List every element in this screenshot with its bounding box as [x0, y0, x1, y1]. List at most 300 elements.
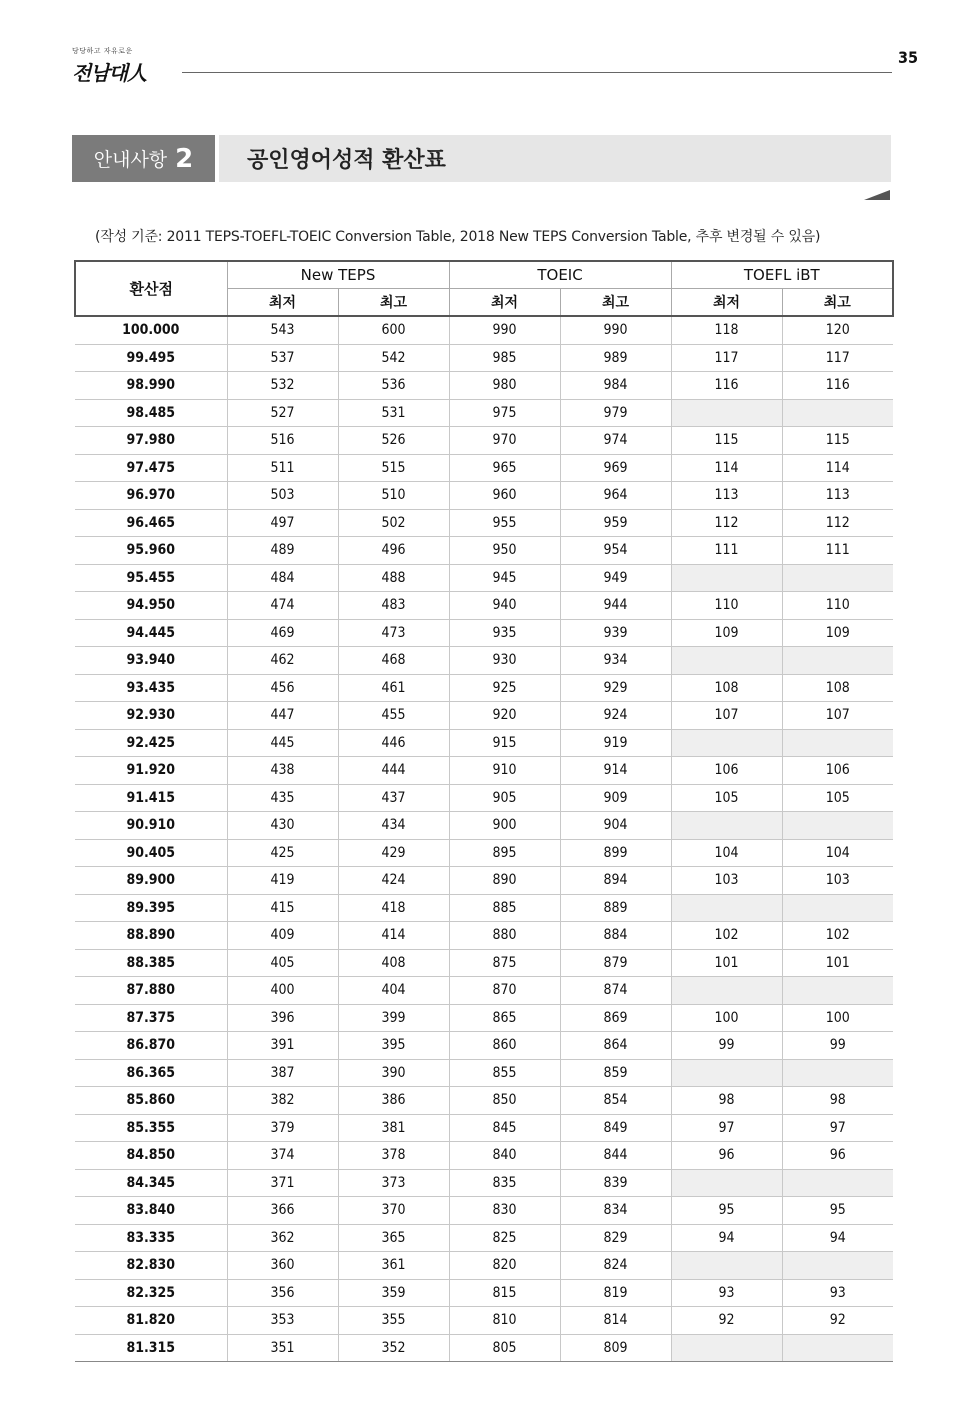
value-cell: 944 [560, 592, 671, 620]
value-cell: 915 [449, 729, 560, 757]
score-cell: 96.465 [75, 509, 227, 537]
score-cell: 92.425 [75, 729, 227, 757]
value-cell: 527 [227, 399, 338, 427]
value-cell: 850 [449, 1087, 560, 1115]
value-cell: 373 [338, 1169, 449, 1197]
value-cell: 104 [782, 839, 893, 867]
score-column-header: 환산점 [75, 261, 227, 316]
sub-header-min: 최저 [671, 289, 782, 317]
table-row [75, 894, 893, 922]
value-cell [782, 894, 893, 922]
value-cell: 105 [671, 784, 782, 812]
value-cell [671, 1059, 782, 1087]
value-cell: 98 [782, 1087, 893, 1115]
value-cell: 112 [671, 509, 782, 537]
table-row [75, 316, 893, 344]
value-cell: 884 [560, 922, 671, 950]
value-cell: 542 [338, 344, 449, 372]
value-cell: 107 [671, 702, 782, 730]
value-cell: 489 [227, 537, 338, 565]
value-cell: 106 [671, 757, 782, 785]
table-row [75, 427, 893, 455]
value-cell: 94 [671, 1224, 782, 1252]
value-cell: 95 [782, 1197, 893, 1225]
value-cell: 865 [449, 1004, 560, 1032]
value-cell: 435 [227, 784, 338, 812]
value-cell: 974 [560, 427, 671, 455]
value-cell: 382 [227, 1087, 338, 1115]
value-cell [782, 1169, 893, 1197]
score-cell: 97.980 [75, 427, 227, 455]
table-row [75, 592, 893, 620]
table-row [75, 372, 893, 400]
value-cell: 444 [338, 757, 449, 785]
table-row [75, 537, 893, 565]
value-cell: 96 [782, 1142, 893, 1170]
value-cell: 814 [560, 1307, 671, 1335]
value-cell: 894 [560, 867, 671, 895]
score-cell: 89.395 [75, 894, 227, 922]
value-cell: 108 [782, 674, 893, 702]
value-cell: 429 [338, 839, 449, 867]
value-cell: 964 [560, 482, 671, 510]
value-cell: 805 [449, 1334, 560, 1362]
value-cell [671, 399, 782, 427]
value-cell: 935 [449, 619, 560, 647]
value-cell: 870 [449, 977, 560, 1005]
value-cell: 115 [782, 427, 893, 455]
value-cell: 391 [227, 1032, 338, 1060]
value-cell: 830 [449, 1197, 560, 1225]
table-row [75, 564, 893, 592]
value-cell [782, 1059, 893, 1087]
value-cell: 117 [671, 344, 782, 372]
value-cell: 945 [449, 564, 560, 592]
value-cell: 360 [227, 1252, 338, 1280]
university-logo [72, 46, 168, 86]
table-row [75, 1252, 893, 1280]
value-cell: 103 [671, 867, 782, 895]
conversion-table [74, 260, 894, 1362]
table-row [75, 839, 893, 867]
value-cell: 879 [560, 949, 671, 977]
value-cell: 456 [227, 674, 338, 702]
value-cell: 111 [671, 537, 782, 565]
table-row [75, 1169, 893, 1197]
table-row [75, 1279, 893, 1307]
value-cell: 455 [338, 702, 449, 730]
value-cell: 940 [449, 592, 560, 620]
table-row [75, 1307, 893, 1335]
table-row [75, 1032, 893, 1060]
score-cell: 88.890 [75, 922, 227, 950]
value-cell: 815 [449, 1279, 560, 1307]
value-cell: 95 [671, 1197, 782, 1225]
value-cell [782, 977, 893, 1005]
value-cell: 874 [560, 977, 671, 1005]
value-cell: 97 [671, 1114, 782, 1142]
sub-header-max: 최고 [560, 289, 671, 317]
table-row [75, 399, 893, 427]
score-cell: 95.960 [75, 537, 227, 565]
value-cell: 374 [227, 1142, 338, 1170]
score-cell: 94.445 [75, 619, 227, 647]
score-cell: 85.860 [75, 1087, 227, 1115]
value-cell: 445 [227, 729, 338, 757]
value-cell: 503 [227, 482, 338, 510]
value-cell: 934 [560, 647, 671, 675]
value-cell: 824 [560, 1252, 671, 1280]
value-cell: 960 [449, 482, 560, 510]
table-body [75, 316, 893, 1362]
value-cell: 96 [671, 1142, 782, 1170]
value-cell: 461 [338, 674, 449, 702]
value-cell: 359 [338, 1279, 449, 1307]
value-cell: 362 [227, 1224, 338, 1252]
value-cell: 488 [338, 564, 449, 592]
table-row [75, 702, 893, 730]
score-cell: 93.940 [75, 647, 227, 675]
sub-header-min: 최저 [449, 289, 560, 317]
score-cell: 95.455 [75, 564, 227, 592]
value-cell: 969 [560, 454, 671, 482]
value-cell: 115 [671, 427, 782, 455]
value-cell: 93 [671, 1279, 782, 1307]
value-cell: 430 [227, 812, 338, 840]
value-cell: 408 [338, 949, 449, 977]
value-cell: 405 [227, 949, 338, 977]
section-tag [72, 135, 215, 182]
value-cell: 355 [338, 1307, 449, 1335]
value-cell [671, 1169, 782, 1197]
value-cell: 910 [449, 757, 560, 785]
score-cell: 86.365 [75, 1059, 227, 1087]
score-cell: 82.325 [75, 1279, 227, 1307]
value-cell: 929 [560, 674, 671, 702]
table-row [75, 1142, 893, 1170]
value-cell: 92 [782, 1307, 893, 1335]
value-cell: 950 [449, 537, 560, 565]
value-cell [782, 812, 893, 840]
value-cell: 356 [227, 1279, 338, 1307]
value-cell: 825 [449, 1224, 560, 1252]
value-cell: 101 [782, 949, 893, 977]
value-cell: 370 [338, 1197, 449, 1225]
value-cell: 381 [338, 1114, 449, 1142]
value-cell [671, 1252, 782, 1280]
score-cell: 99.495 [75, 344, 227, 372]
value-cell: 502 [338, 509, 449, 537]
value-cell: 102 [782, 922, 893, 950]
banner-separator [215, 135, 219, 182]
value-cell: 924 [560, 702, 671, 730]
value-cell: 446 [338, 729, 449, 757]
score-cell: 85.355 [75, 1114, 227, 1142]
value-cell: 925 [449, 674, 560, 702]
value-cell: 860 [449, 1032, 560, 1060]
value-cell: 378 [338, 1142, 449, 1170]
value-cell: 975 [449, 399, 560, 427]
value-cell: 839 [560, 1169, 671, 1197]
value-cell: 809 [560, 1334, 671, 1362]
sub-header-max: 최고 [782, 289, 893, 317]
value-cell: 855 [449, 1059, 560, 1087]
value-cell: 104 [671, 839, 782, 867]
value-cell: 108 [671, 674, 782, 702]
value-cell: 875 [449, 949, 560, 977]
table-row [75, 647, 893, 675]
score-cell: 83.840 [75, 1197, 227, 1225]
value-cell: 955 [449, 509, 560, 537]
value-cell: 100 [782, 1004, 893, 1032]
value-cell: 474 [227, 592, 338, 620]
value-cell: 939 [560, 619, 671, 647]
score-cell: 94.950 [75, 592, 227, 620]
value-cell: 107 [782, 702, 893, 730]
table-row [75, 1334, 893, 1362]
value-cell: 102 [671, 922, 782, 950]
value-cell: 117 [782, 344, 893, 372]
value-cell: 600 [338, 316, 449, 344]
value-cell: 895 [449, 839, 560, 867]
value-cell [671, 1334, 782, 1362]
value-cell: 366 [227, 1197, 338, 1225]
group-header-toeic: TOEIC [449, 261, 671, 289]
value-cell: 396 [227, 1004, 338, 1032]
value-cell: 829 [560, 1224, 671, 1252]
table-row [75, 454, 893, 482]
value-cell: 437 [338, 784, 449, 812]
group-header-toefl-ibt: TOEFL iBT [671, 261, 893, 289]
value-cell: 543 [227, 316, 338, 344]
value-cell: 390 [338, 1059, 449, 1087]
value-cell [782, 729, 893, 757]
table-row [75, 674, 893, 702]
logo-tagline: 당당하고 자유로운 [72, 47, 133, 55]
value-cell: 835 [449, 1169, 560, 1197]
value-cell: 900 [449, 812, 560, 840]
value-cell: 395 [338, 1032, 449, 1060]
table-row [75, 619, 893, 647]
table-row [75, 1224, 893, 1252]
value-cell: 864 [560, 1032, 671, 1060]
value-cell: 536 [338, 372, 449, 400]
table-row [75, 729, 893, 757]
table-row [75, 977, 893, 1005]
value-cell: 949 [560, 564, 671, 592]
value-cell: 93 [782, 1279, 893, 1307]
value-cell [782, 1334, 893, 1362]
value-cell: 100 [671, 1004, 782, 1032]
value-cell: 483 [338, 592, 449, 620]
value-cell: 810 [449, 1307, 560, 1335]
value-cell: 101 [671, 949, 782, 977]
value-cell: 980 [449, 372, 560, 400]
score-cell: 97.475 [75, 454, 227, 482]
value-cell: 468 [338, 647, 449, 675]
score-cell: 84.850 [75, 1142, 227, 1170]
value-cell: 484 [227, 564, 338, 592]
section-tag-label: 안내사항 [93, 149, 168, 171]
value-cell: 845 [449, 1114, 560, 1142]
value-cell: 890 [449, 867, 560, 895]
table-row [75, 1059, 893, 1087]
score-cell: 98.485 [75, 399, 227, 427]
value-cell: 109 [671, 619, 782, 647]
value-cell: 105 [782, 784, 893, 812]
score-cell: 91.415 [75, 784, 227, 812]
value-cell: 909 [560, 784, 671, 812]
value-cell: 462 [227, 647, 338, 675]
value-cell: 94 [782, 1224, 893, 1252]
score-cell: 98.990 [75, 372, 227, 400]
value-cell [671, 647, 782, 675]
table-row [75, 509, 893, 537]
value-cell: 379 [227, 1114, 338, 1142]
value-cell: 889 [560, 894, 671, 922]
value-cell: 425 [227, 839, 338, 867]
value-cell: 415 [227, 894, 338, 922]
value-cell: 959 [560, 509, 671, 537]
score-cell: 82.830 [75, 1252, 227, 1280]
corner-triangle-icon [864, 184, 890, 200]
score-cell: 93.435 [75, 674, 227, 702]
value-cell: 351 [227, 1334, 338, 1362]
score-cell: 86.870 [75, 1032, 227, 1060]
score-cell: 87.880 [75, 977, 227, 1005]
value-cell: 92 [671, 1307, 782, 1335]
value-cell: 970 [449, 427, 560, 455]
value-cell [671, 894, 782, 922]
value-cell: 352 [338, 1334, 449, 1362]
value-cell [782, 564, 893, 592]
score-cell: 90.405 [75, 839, 227, 867]
score-cell: 91.920 [75, 757, 227, 785]
page-number: 35 [897, 48, 918, 67]
value-cell: 114 [782, 454, 893, 482]
value-cell: 511 [227, 454, 338, 482]
value-cell: 365 [338, 1224, 449, 1252]
table-row [75, 867, 893, 895]
value-cell: 400 [227, 977, 338, 1005]
value-cell: 114 [671, 454, 782, 482]
value-cell: 414 [338, 922, 449, 950]
value-cell: 819 [560, 1279, 671, 1307]
value-cell: 904 [560, 812, 671, 840]
value-cell: 473 [338, 619, 449, 647]
value-cell: 885 [449, 894, 560, 922]
value-cell: 447 [227, 702, 338, 730]
group-header-new-teps: New TEPS [227, 261, 449, 289]
value-cell: 113 [671, 482, 782, 510]
value-cell: 854 [560, 1087, 671, 1115]
value-cell: 531 [338, 399, 449, 427]
value-cell: 510 [338, 482, 449, 510]
value-cell: 118 [671, 316, 782, 344]
score-cell: 87.375 [75, 1004, 227, 1032]
value-cell: 353 [227, 1307, 338, 1335]
value-cell: 399 [338, 1004, 449, 1032]
value-cell: 409 [227, 922, 338, 950]
value-cell: 418 [338, 894, 449, 922]
value-cell: 880 [449, 922, 560, 950]
value-cell: 99 [782, 1032, 893, 1060]
value-cell: 526 [338, 427, 449, 455]
value-cell: 109 [782, 619, 893, 647]
value-cell: 859 [560, 1059, 671, 1087]
table-row [75, 1197, 893, 1225]
value-cell: 899 [560, 839, 671, 867]
value-cell: 386 [338, 1087, 449, 1115]
value-cell: 116 [782, 372, 893, 400]
value-cell: 990 [449, 316, 560, 344]
logo-wordmark: 전남대人 [72, 61, 146, 85]
value-cell: 844 [560, 1142, 671, 1170]
value-cell: 515 [338, 454, 449, 482]
score-cell: 92.930 [75, 702, 227, 730]
sub-header-min: 최저 [227, 289, 338, 317]
value-cell: 469 [227, 619, 338, 647]
table-header [75, 261, 893, 316]
value-cell: 112 [782, 509, 893, 537]
value-cell: 424 [338, 867, 449, 895]
value-cell: 496 [338, 537, 449, 565]
table-row [75, 922, 893, 950]
value-cell: 965 [449, 454, 560, 482]
value-cell: 979 [560, 399, 671, 427]
value-cell: 116 [671, 372, 782, 400]
value-cell [671, 564, 782, 592]
score-cell: 89.900 [75, 867, 227, 895]
table-row [75, 482, 893, 510]
value-cell: 97 [782, 1114, 893, 1142]
section-title: 공인영어성적 환산표 [247, 148, 446, 173]
score-cell: 90.910 [75, 812, 227, 840]
value-cell: 371 [227, 1169, 338, 1197]
value-cell: 434 [338, 812, 449, 840]
value-cell: 110 [782, 592, 893, 620]
value-cell: 497 [227, 509, 338, 537]
value-cell: 99 [671, 1032, 782, 1060]
score-cell: 84.345 [75, 1169, 227, 1197]
table-row [75, 784, 893, 812]
value-cell: 985 [449, 344, 560, 372]
value-cell: 920 [449, 702, 560, 730]
value-cell [782, 399, 893, 427]
value-cell: 840 [449, 1142, 560, 1170]
value-cell [671, 977, 782, 1005]
value-cell: 532 [227, 372, 338, 400]
value-cell: 404 [338, 977, 449, 1005]
score-cell: 83.335 [75, 1224, 227, 1252]
table-row [75, 1087, 893, 1115]
value-cell: 989 [560, 344, 671, 372]
value-cell: 954 [560, 537, 671, 565]
score-cell: 88.385 [75, 949, 227, 977]
table-row [75, 757, 893, 785]
value-cell: 849 [560, 1114, 671, 1142]
score-cell: 96.970 [75, 482, 227, 510]
sub-header-max: 최고 [338, 289, 449, 317]
score-cell: 81.315 [75, 1334, 227, 1362]
table-row [75, 949, 893, 977]
section-tag-number: 2 [175, 143, 194, 174]
score-cell: 100.000 [75, 316, 227, 344]
value-cell: 103 [782, 867, 893, 895]
value-cell: 537 [227, 344, 338, 372]
value-cell: 106 [782, 757, 893, 785]
value-cell: 110 [671, 592, 782, 620]
